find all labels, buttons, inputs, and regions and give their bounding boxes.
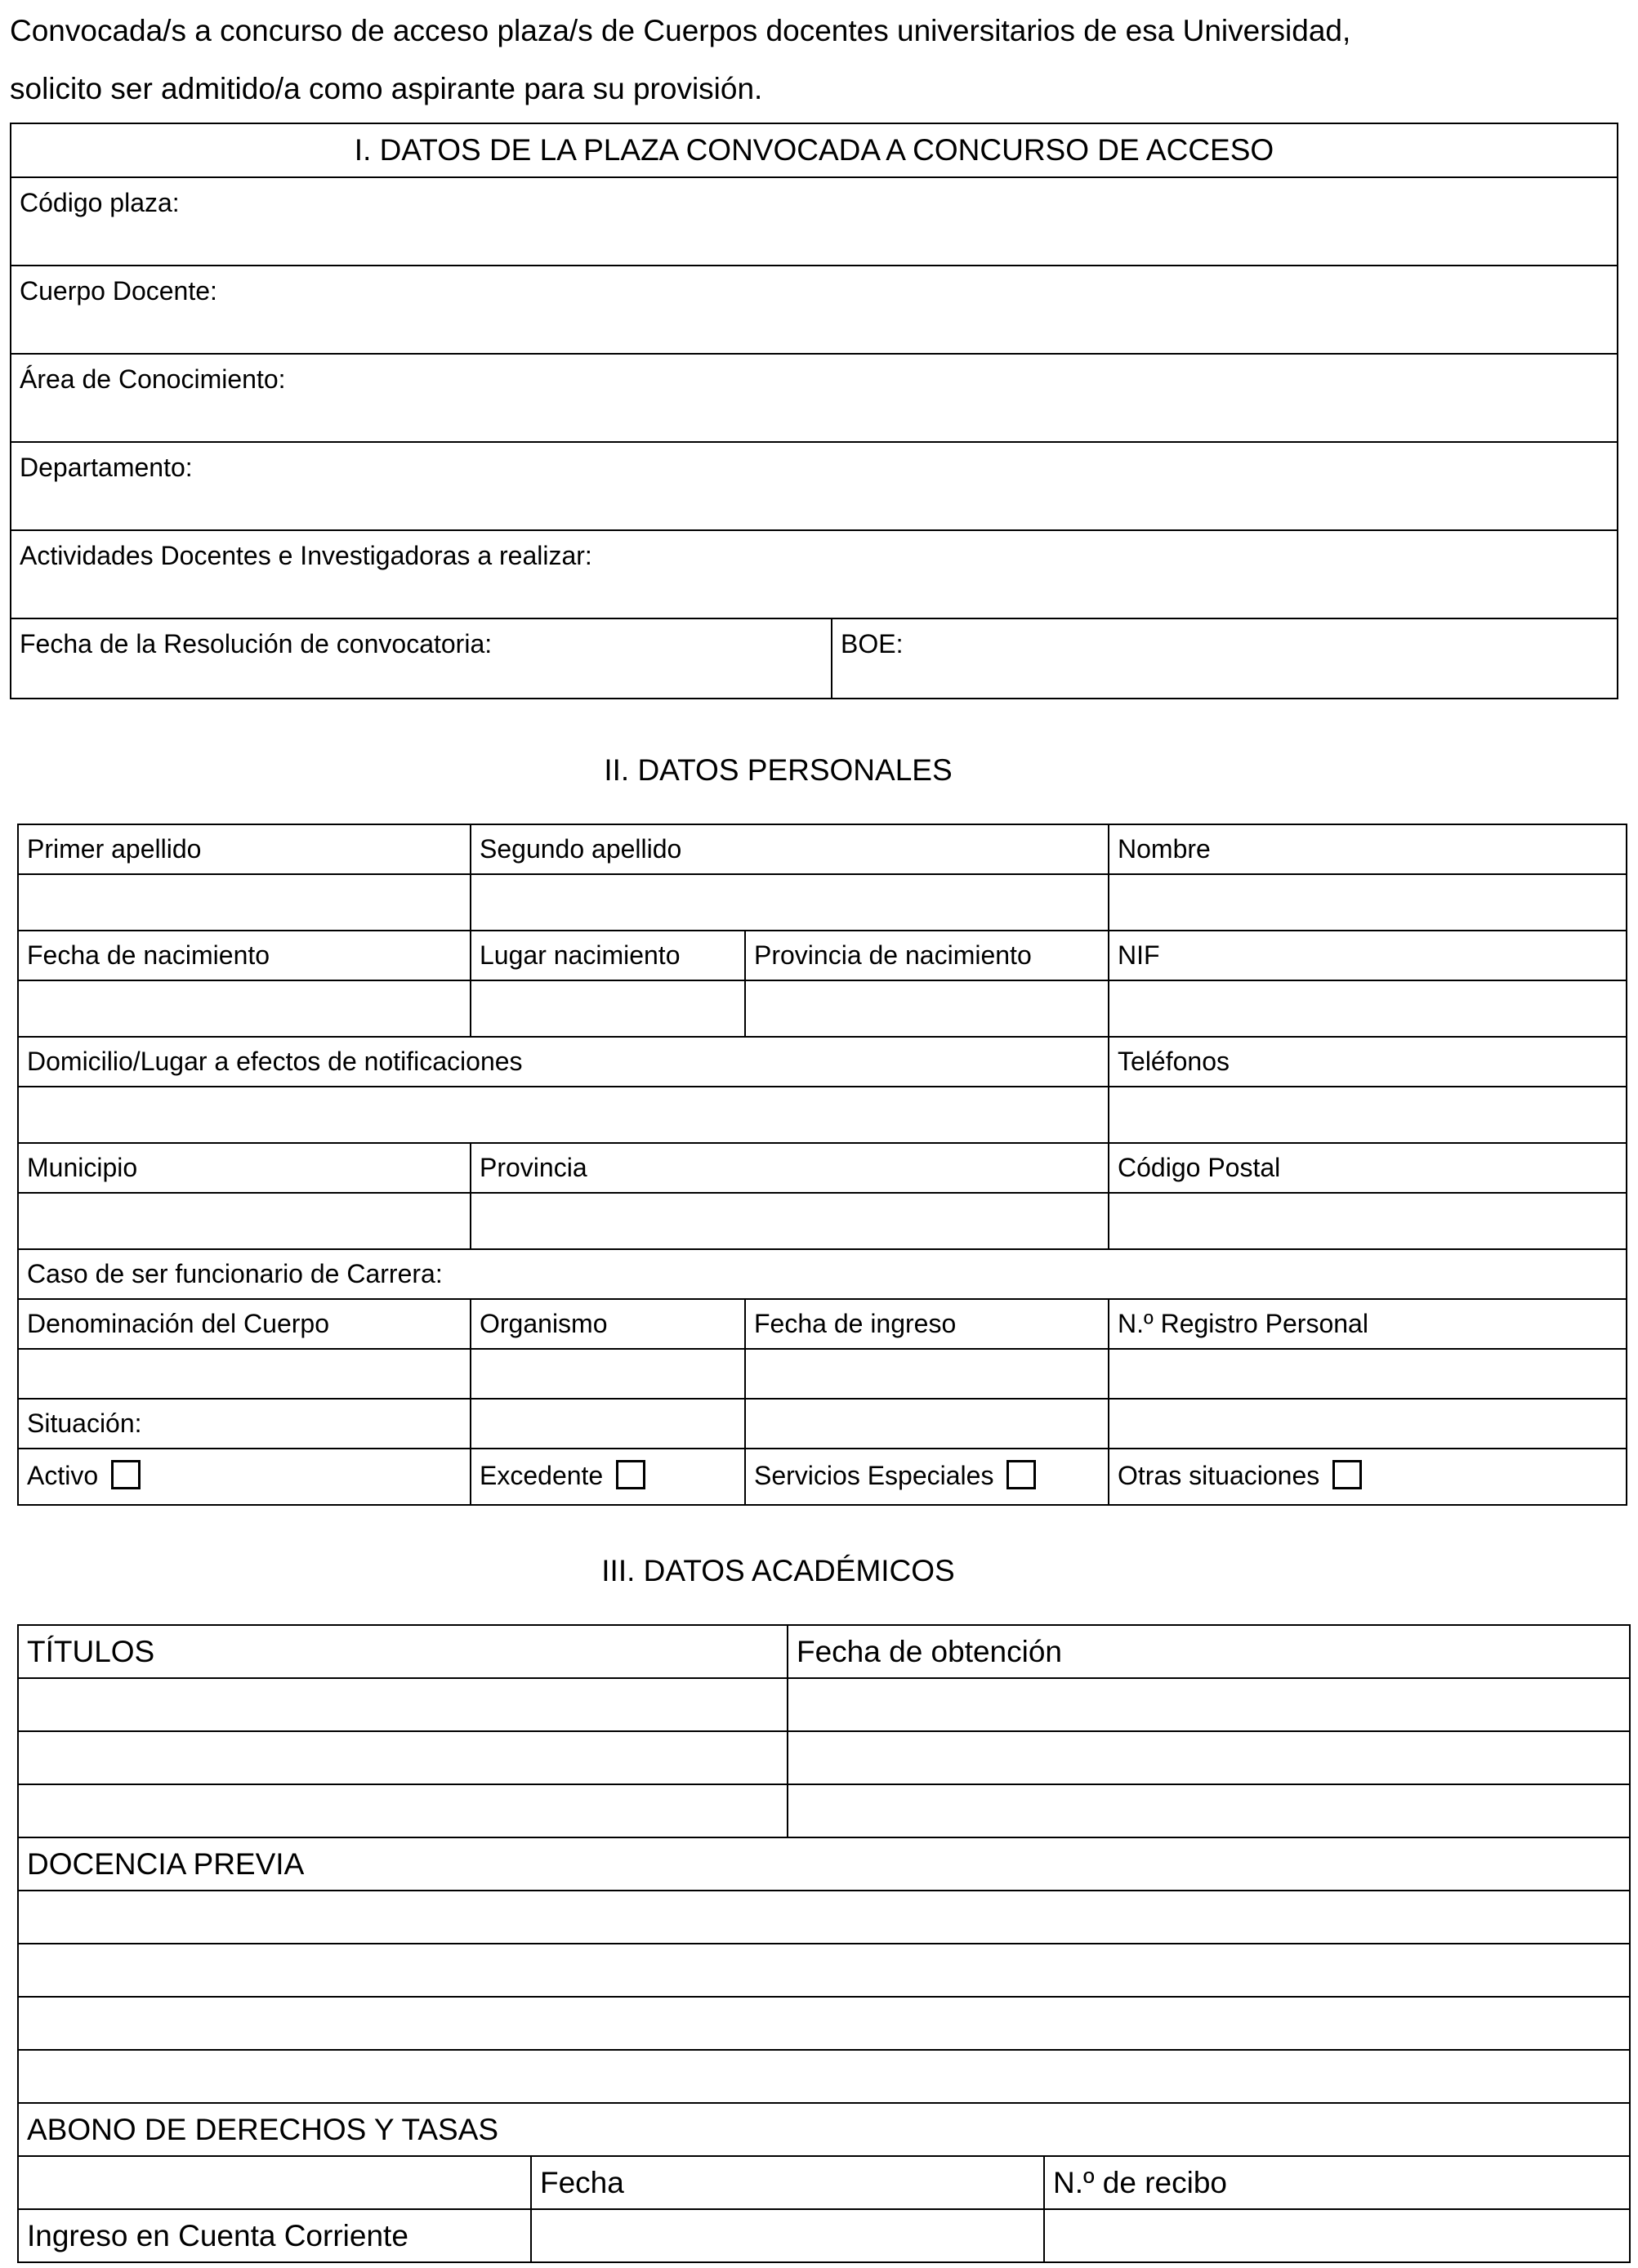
fecha-resolucion-field[interactable]: Fecha de la Resolución de convocatoria:: [11, 618, 832, 699]
fecha-nacimiento-input[interactable]: [18, 980, 471, 1037]
servicios-especiales-option: [745, 1449, 1109, 1505]
fecha-obtencion-header: Fecha de obtención: [788, 1625, 1630, 1678]
abono-blank-cell: [18, 2156, 531, 2209]
codigo-postal-input[interactable]: [1109, 1193, 1627, 1249]
plaza-table: [10, 123, 1618, 699]
academic-data-table: [17, 1624, 1631, 2263]
fecha-nacimiento-label: Fecha de nacimiento: [18, 931, 471, 980]
excedente-checkbox[interactable]: [616, 1460, 645, 1489]
denominacion-input[interactable]: [18, 1349, 471, 1399]
funcionario-label: Caso de ser funcionario de Carrera:: [18, 1249, 1627, 1299]
provincia-nacimiento-label: Provincia de nacimiento: [745, 931, 1109, 980]
situacion-label: Situación:: [18, 1399, 471, 1449]
intro-line-1: Convocada/s a concurso de acceso plaza/s de Cuerpos docentes universitarios de esa Universidad,: [10, 14, 1351, 47]
personal-data-table: [17, 824, 1627, 1506]
abono-fecha-header: Fecha: [531, 2156, 1044, 2209]
abono-recibo-header: N.º de recibo: [1044, 2156, 1630, 2209]
organismo-label: Organismo: [471, 1299, 745, 1349]
otras-situaciones-checkbox[interactable]: [1332, 1460, 1362, 1489]
fecha-ingreso-input[interactable]: [745, 1349, 1109, 1399]
docencia-previa-input[interactable]: [18, 1944, 1630, 1997]
docencia-previa-header: DOCENCIA PREVIA: [18, 1837, 1630, 1891]
segundo-apellido-input[interactable]: [471, 874, 1109, 931]
excedente-option: [471, 1449, 745, 1505]
departamento-field[interactable]: Departamento:: [11, 442, 1618, 530]
municipio-label: Municipio: [18, 1143, 471, 1193]
activo-checkbox[interactable]: [111, 1460, 141, 1489]
lugar-nacimiento-input[interactable]: [471, 980, 745, 1037]
fecha-obtencion-input[interactable]: [788, 1678, 1630, 1731]
provincia-input[interactable]: [471, 1193, 1109, 1249]
actividades-field[interactable]: Actividades Docentes e Investigadoras a realizar:: [11, 530, 1618, 618]
otras-situaciones-label: Otras situaciones: [1118, 1461, 1320, 1491]
servicios-especiales-label: Servicios Especiales: [754, 1461, 994, 1491]
titulo-input[interactable]: [18, 1784, 788, 1837]
docencia-previa-input[interactable]: [18, 2050, 1630, 2103]
area-conocimiento-field[interactable]: Área de Conocimiento:: [11, 354, 1618, 442]
codigo-plaza-field[interactable]: Código plaza:: [11, 177, 1618, 266]
titulos-header: TÍTULOS: [18, 1625, 788, 1678]
codigo-postal-label: Código Postal: [1109, 1143, 1627, 1193]
titulo-input[interactable]: [18, 1678, 788, 1731]
section3-title: III. DATOS ACADÉMICOS: [601, 1554, 955, 1587]
situacion-cell-4: [1109, 1399, 1627, 1449]
fecha-ingreso-label: Fecha de ingreso: [745, 1299, 1109, 1349]
activo-option: [18, 1449, 471, 1505]
domicilio-label: Domicilio/Lugar a efectos de notificaciones: [18, 1037, 1109, 1087]
excedente-label: Excedente: [480, 1461, 604, 1491]
activo-label: Activo: [27, 1461, 99, 1491]
boe-field[interactable]: BOE:: [832, 618, 1618, 699]
registro-personal-label: N.º Registro Personal: [1109, 1299, 1627, 1349]
nombre-label: Nombre: [1109, 824, 1627, 874]
provincia-nacimiento-input[interactable]: [745, 980, 1109, 1037]
organismo-input[interactable]: [471, 1349, 745, 1399]
lugar-nacimiento-label: Lugar nacimiento: [471, 931, 745, 980]
fecha-obtencion-input[interactable]: [788, 1784, 1630, 1837]
nif-label: NIF: [1109, 931, 1627, 980]
ingreso-recibo-input[interactable]: [1044, 2209, 1630, 2262]
provincia-label: Provincia: [471, 1143, 1109, 1193]
registro-personal-input[interactable]: [1109, 1349, 1627, 1399]
docencia-previa-input[interactable]: [18, 1891, 1630, 1944]
abono-derechos-header: ABONO DE DERECHOS Y TASAS: [18, 2103, 1630, 2156]
otras-situaciones-option: [1109, 1449, 1627, 1505]
docencia-previa-input[interactable]: [18, 1997, 1630, 2050]
section1-title: I. DATOS DE LA PLAZA CONVOCADA A CONCURSO DE ACCESO: [11, 123, 1618, 177]
municipio-input[interactable]: [18, 1193, 471, 1249]
cuerpo-docente-field[interactable]: Cuerpo Docente:: [11, 266, 1618, 354]
primer-apellido-label: Primer apellido: [18, 824, 471, 874]
situacion-cell-3: [745, 1399, 1109, 1449]
servicios-especiales-checkbox[interactable]: [1006, 1460, 1036, 1489]
intro-text: [10, 2, 1546, 118]
intro-line-2: solicito ser admitido/a como aspirante para su provisión.: [10, 72, 763, 105]
ingreso-fecha-input[interactable]: [531, 2209, 1044, 2262]
telefonos-label: Teléfonos: [1109, 1037, 1627, 1087]
domicilio-input[interactable]: [18, 1087, 1109, 1143]
telefonos-input[interactable]: [1109, 1087, 1627, 1143]
denominacion-label: Denominación del Cuerpo: [18, 1299, 471, 1349]
primer-apellido-input[interactable]: [18, 874, 471, 931]
nombre-input[interactable]: [1109, 874, 1627, 931]
titulo-input[interactable]: [18, 1731, 788, 1784]
fecha-obtencion-input[interactable]: [788, 1731, 1630, 1784]
segundo-apellido-label: Segundo apellido: [471, 824, 1109, 874]
ingreso-cuenta-label: Ingreso en Cuenta Corriente: [18, 2209, 531, 2262]
situacion-cell-2: [471, 1399, 745, 1449]
nif-input[interactable]: [1109, 980, 1627, 1037]
section2-title: II. DATOS PERSONALES: [604, 753, 953, 787]
